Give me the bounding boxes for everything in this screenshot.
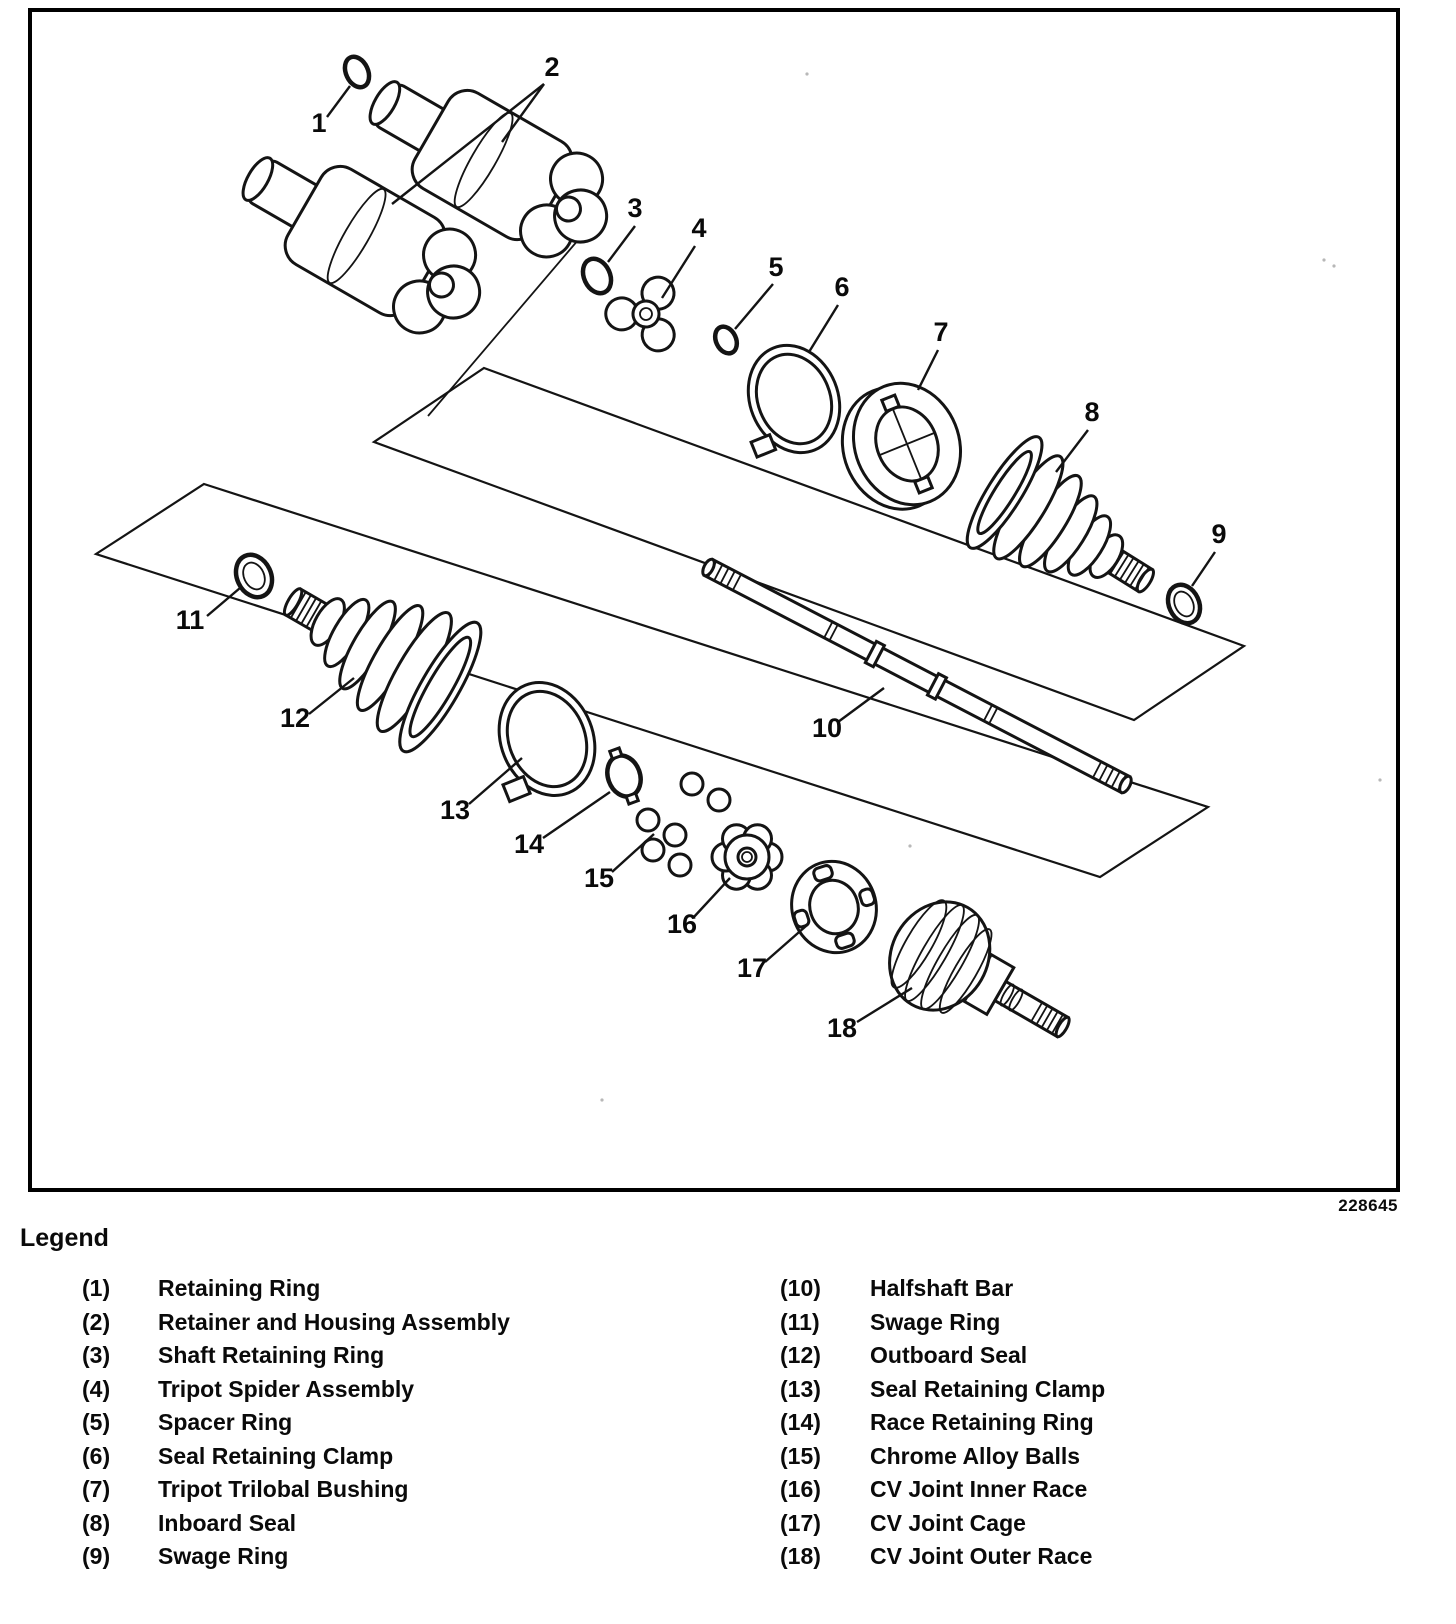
callout-5: 5	[768, 252, 784, 282]
legend-item-label: Retaining Ring	[158, 1275, 321, 1301]
legend-item-number: (2)	[82, 1308, 111, 1335]
legend-columns	[20, 1277, 1440, 1579]
legend-item-label: CV Joint Inner Race	[870, 1476, 1088, 1502]
part-1-retaining-ring	[340, 53, 373, 91]
callout-9: 9	[1211, 519, 1227, 549]
callout-1: 1	[311, 108, 327, 138]
callout-4: 4	[691, 213, 707, 243]
legend-item-number: (15)	[780, 1442, 821, 1469]
legend-item-label: Race Retaining Ring	[870, 1409, 1094, 1435]
legend-item	[780, 1545, 1440, 1568]
legend-item-label: Seal Retaining Clamp	[870, 1375, 1106, 1402]
part-17-cv-joint-cage	[780, 850, 888, 963]
callout-2: 2	[544, 52, 560, 82]
part-9-swage-ring	[1162, 580, 1206, 629]
legend-item-number: (14)	[780, 1409, 821, 1435]
legend-item-label: Swage Ring	[158, 1543, 289, 1569]
legend-item-label: Chrome Alloy Balls	[870, 1442, 1081, 1469]
legend-item-number: (17)	[780, 1509, 821, 1536]
callout-13: 13	[439, 795, 471, 825]
part-8-inboard-seal	[956, 428, 1184, 638]
part-14-race-retaining-ring	[599, 744, 648, 808]
legend-item	[780, 1277, 1440, 1300]
callout-15: 15	[583, 863, 615, 893]
part-13-seal-retaining-clamp	[471, 668, 611, 815]
legend-item	[82, 1509, 722, 1536]
callout-3: 3	[627, 193, 643, 223]
legend-item	[780, 1442, 1440, 1469]
legend-item-number: (10)	[780, 1275, 821, 1301]
legend-item-number: (4)	[82, 1375, 111, 1402]
legend-item-number: (18)	[780, 1543, 821, 1569]
callout-14: 14	[513, 829, 545, 859]
legend-item-label: CV Joint Cage	[870, 1509, 1026, 1536]
callout-17: 17	[736, 953, 768, 983]
legend-item-label: Halfshaft Bar	[870, 1275, 1014, 1301]
legend-item-number: (8)	[82, 1509, 111, 1536]
part-4-tripot-spider-assembly	[600, 261, 698, 357]
callout-6: 6	[834, 272, 850, 302]
part-10-halfshaft-bar	[699, 555, 1135, 797]
legend-item	[780, 1375, 1440, 1402]
legend-column-right	[780, 1277, 1440, 1579]
legend-item	[82, 1442, 722, 1469]
part-2-retainer-housing-assembly	[221, 50, 631, 354]
figure-number: 228645	[1338, 1196, 1398, 1215]
legend-title: Legend	[20, 1224, 109, 1252]
legend-item	[82, 1545, 722, 1568]
legend-item-label: Tripot Spider Assembly	[158, 1375, 415, 1402]
legend-item	[82, 1478, 722, 1501]
callout-7: 7	[933, 317, 949, 347]
callout-18: 18	[826, 1013, 858, 1043]
legend-item-number: (11)	[780, 1308, 820, 1335]
legend-item-number: (16)	[780, 1476, 821, 1502]
legend-item	[82, 1277, 722, 1300]
callout-10: 10	[811, 713, 843, 743]
callout-16: 16	[666, 909, 698, 939]
legend-item-label: Seal Retaining Clamp	[158, 1442, 394, 1469]
legend-item	[82, 1344, 722, 1367]
legend-section	[20, 1224, 1440, 1579]
legend-item	[82, 1308, 722, 1335]
exploded-diagram	[32, 12, 1396, 1188]
legend-item	[82, 1411, 722, 1434]
legend-item	[780, 1478, 1440, 1501]
legend-item-label: Outboard Seal	[870, 1342, 1028, 1368]
part-16-cv-joint-inner-race	[712, 825, 782, 889]
diagram-frame	[28, 8, 1400, 1192]
part-11-swage-ring	[229, 549, 278, 603]
legend-item-label: Inboard Seal	[158, 1509, 297, 1536]
legend-item	[780, 1411, 1440, 1434]
callout-8: 8	[1084, 397, 1100, 427]
part-18-cv-joint-outer-race	[870, 884, 1094, 1078]
legend-item	[780, 1509, 1440, 1536]
part-6-seal-retaining-clamp	[721, 332, 855, 471]
legend-item-number: (1)	[82, 1275, 111, 1301]
legend-item-label: CV Joint Outer Race	[870, 1543, 1093, 1569]
callout-11: 11	[175, 605, 205, 635]
legend-item-label: Retainer and Housing Assembly	[158, 1308, 510, 1335]
legend-item-number: (9)	[82, 1543, 111, 1569]
legend-item-number: (5)	[82, 1409, 111, 1435]
legend-item	[780, 1308, 1440, 1335]
legend-item-number: (3)	[82, 1342, 111, 1368]
legend-item-number: (6)	[82, 1442, 111, 1469]
legend-item-label: Shaft Retaining Ring	[158, 1342, 385, 1368]
legend-item	[82, 1375, 722, 1402]
legend-item-number: (13)	[780, 1375, 821, 1402]
legend-item-label: Tripot Trilobal Bushing	[158, 1476, 409, 1502]
legend-column-left	[82, 1277, 722, 1579]
legend-item-label: Spacer Ring	[158, 1409, 293, 1435]
callout-12: 12	[279, 703, 311, 733]
legend-item-number: (7)	[82, 1476, 111, 1502]
legend-item	[780, 1344, 1440, 1367]
legend-item-label: Swage Ring	[870, 1308, 1001, 1335]
part-3-shaft-retaining-ring	[578, 254, 617, 298]
legend-item-number: (12)	[780, 1342, 821, 1368]
